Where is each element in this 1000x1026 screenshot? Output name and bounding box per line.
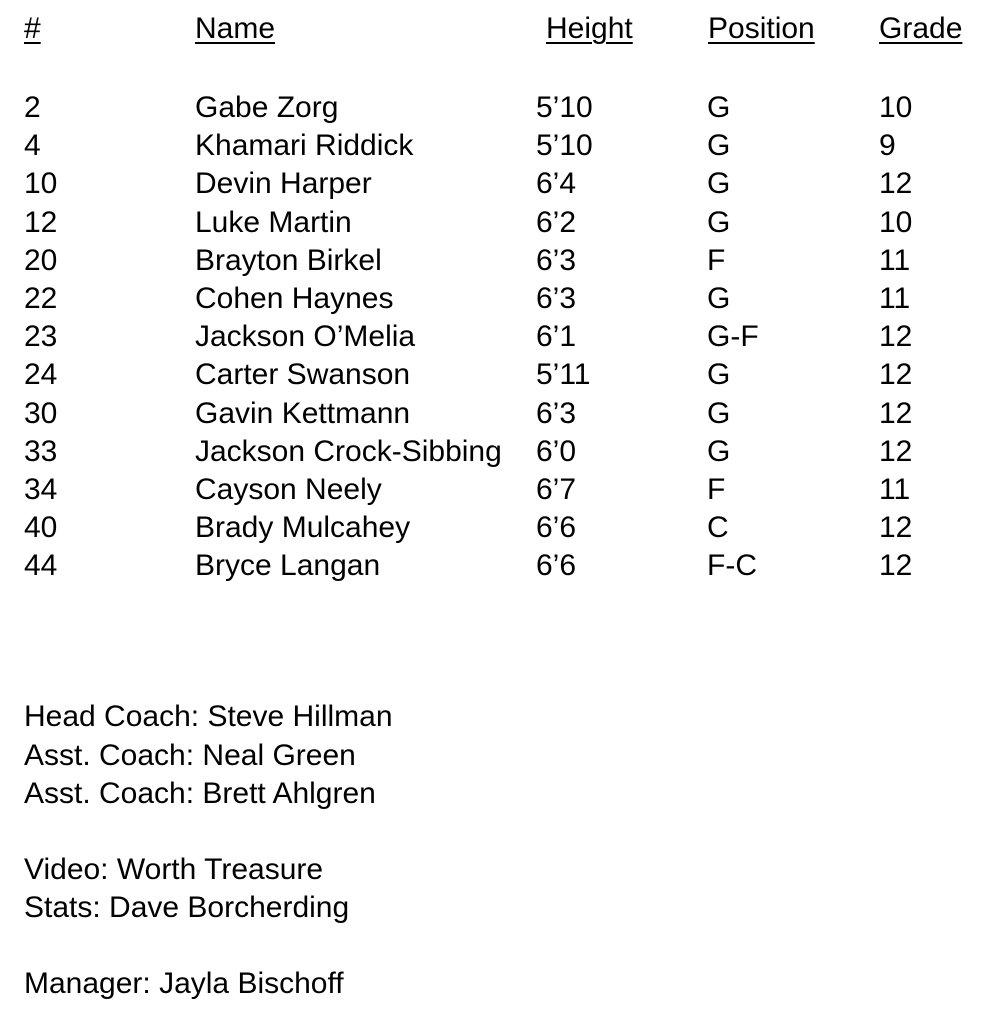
spacer <box>24 928 393 965</box>
player-number: 23 <box>24 320 58 354</box>
video-staff: Video: Worth Treasure <box>24 852 324 886</box>
player-grade: 10 <box>879 205 913 239</box>
player-name: Jackson O’Melia <box>195 320 416 354</box>
player-position: G <box>707 434 731 468</box>
player-position: G-F <box>707 320 759 354</box>
table-row <box>0 165 1000 203</box>
player-number: 33 <box>24 434 58 468</box>
table-row <box>0 280 1000 318</box>
player-number: 4 <box>24 129 41 163</box>
player-number: 30 <box>24 396 58 430</box>
player-grade: 12 <box>879 320 913 354</box>
manager: Manager: Jayla Bischoff <box>24 966 344 1000</box>
assistant-coach: Asst. Coach: Neal Green <box>24 738 356 772</box>
table-row <box>0 471 1000 509</box>
roster-header <box>0 12 1000 52</box>
player-name: Bryce Langan <box>195 549 381 583</box>
table-row <box>0 509 1000 547</box>
player-grade: 12 <box>879 167 913 201</box>
player-position: C <box>707 511 729 545</box>
player-grade: 12 <box>879 549 913 583</box>
table-row <box>0 89 1000 127</box>
player-height: 6’0 <box>536 434 577 468</box>
roster-table <box>0 89 1000 585</box>
player-grade: 11 <box>879 472 911 506</box>
player-number: 24 <box>24 358 58 392</box>
player-position: G <box>707 91 731 124</box>
player-height: 5’10 <box>536 91 593 124</box>
player-position: G <box>707 358 731 392</box>
player-height: 5’11 <box>536 358 591 392</box>
header-number: # <box>24 12 41 45</box>
player-name: Jackson Crock-Sibbing <box>195 434 502 468</box>
player-name: Brady Mulcahey <box>195 511 411 545</box>
player-name: Cohen Haynes <box>195 281 394 315</box>
player-position: F <box>707 472 726 506</box>
player-number: 22 <box>24 281 58 315</box>
head-coach: Head Coach: Steve Hillman <box>24 700 393 733</box>
player-number: 12 <box>24 205 58 239</box>
assistant-coach: Asst. Coach: Brett Ahlgren <box>24 777 376 810</box>
table-row <box>0 395 1000 433</box>
table-row <box>0 433 1000 471</box>
player-position: F-C <box>707 549 757 583</box>
player-grade: 12 <box>879 396 913 430</box>
player-grade: 11 <box>879 281 911 315</box>
player-height: 6’6 <box>536 511 577 545</box>
player-name: Cayson Neely <box>195 472 382 506</box>
header-position: Position <box>708 12 815 45</box>
player-position: F <box>707 243 726 277</box>
player-height: 6’2 <box>536 205 577 239</box>
player-position: G <box>707 281 731 315</box>
player-position: G <box>707 396 731 430</box>
player-name: Brayton Birkel <box>195 243 382 277</box>
player-name: Gabe Zorg <box>195 91 339 124</box>
player-name: Luke Martin <box>195 205 352 239</box>
player-height: 5’10 <box>536 129 593 163</box>
player-number: 2 <box>24 91 41 124</box>
player-number: 34 <box>24 472 58 506</box>
player-name: Carter Swanson <box>195 358 411 392</box>
staff-list <box>24 698 393 1003</box>
table-row <box>0 547 1000 585</box>
table-row <box>0 242 1000 280</box>
player-number: 44 <box>24 549 58 583</box>
player-grade: 12 <box>879 511 913 545</box>
player-height: 6’3 <box>536 243 577 277</box>
player-name: Devin Harper <box>195 167 372 201</box>
player-grade: 9 <box>879 129 896 163</box>
player-height: 6’6 <box>536 549 577 583</box>
table-row <box>0 356 1000 394</box>
player-number: 20 <box>24 243 58 277</box>
player-height: 6’3 <box>536 396 577 430</box>
player-height: 6’1 <box>536 320 577 354</box>
player-grade: 12 <box>879 434 913 468</box>
table-row <box>0 204 1000 242</box>
player-name: Gavin Kettmann <box>195 396 411 430</box>
player-height: 6’4 <box>536 167 577 201</box>
table-row <box>0 127 1000 165</box>
player-position: G <box>707 129 731 163</box>
spacer <box>24 814 393 851</box>
player-name: Khamari Riddick <box>195 129 414 163</box>
player-grade: 12 <box>879 358 913 392</box>
header-height: Height <box>546 12 633 45</box>
player-height: 6’3 <box>536 281 577 315</box>
player-position: G <box>707 205 731 239</box>
player-grade: 11 <box>879 243 911 277</box>
player-number: 40 <box>24 511 58 545</box>
player-height: 6’7 <box>536 472 577 506</box>
player-number: 10 <box>24 167 58 201</box>
header-name: Name <box>195 12 276 45</box>
player-position: G <box>707 167 731 201</box>
header-grade: Grade <box>879 12 963 45</box>
player-grade: 10 <box>879 91 913 124</box>
stats-staff: Stats: Dave Borcherding <box>24 891 350 924</box>
table-row <box>0 318 1000 356</box>
